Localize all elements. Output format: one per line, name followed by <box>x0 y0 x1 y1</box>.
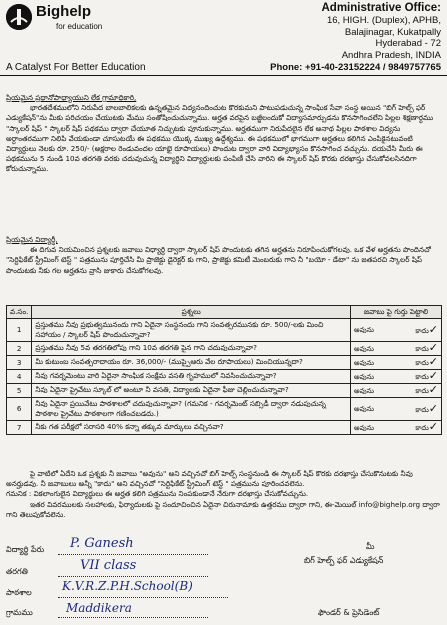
row-answer <box>351 356 442 370</box>
table-header-row <box>7 306 442 319</box>
row-question: నీవు గవర్నమెంటు వారి ఏదైనా సాంఘిక సంక్షేమ వసతి గృహములో నివసించుచున్నావా? <box>32 370 351 384</box>
check-mark-icon: ✓ <box>428 322 438 336</box>
notes-section <box>6 469 442 520</box>
student-name-label: విద్యార్థి పేరు <box>6 545 45 554</box>
yes-option[interactable]: అవును <box>354 423 374 432</box>
class-line <box>58 576 208 577</box>
yes-option[interactable]: అవును <box>354 326 374 334</box>
table-row <box>7 421 442 435</box>
row-answer <box>351 421 442 435</box>
check-mark-icon: ✓ <box>428 369 438 382</box>
row-question: నీకు గత పరీక్షలో సరాసరి 40% కన్నా తక్కువ మార్కులు వచ్చినవా? <box>32 421 351 435</box>
student-name-line <box>58 554 208 555</box>
row-number: 3 <box>7 356 32 370</box>
row-number: 4 <box>7 370 32 384</box>
student-name-field[interactable]: P. Ganesh <box>70 536 134 551</box>
row-answer <box>351 398 442 421</box>
yes-option[interactable]: అవును <box>354 344 374 353</box>
col-question: ప్రశ్నలు <box>32 306 351 319</box>
yes-option[interactable]: అవును <box>354 372 374 381</box>
no-option[interactable] <box>415 422 438 433</box>
table-row <box>7 319 442 342</box>
row-question: ప్రస్తుతము నీవు ప్రభుత్వమునందు గాని ఏదైనా సంస్థనందు గాని సంవత్సరమునకు రూ. 500/-లకు మించి సహాయం / స్కాలర్ షిప్ పొందుచున్నావా? <box>32 319 351 342</box>
no-label: కాదు <box>415 345 429 353</box>
row-answer <box>351 342 442 356</box>
notes-disabled: గమనిక : వికలాంగులైన విద్యార్థులు ఈ అర్హత కలిగి పత్రమును నింపకుండానే నేరుగా దరఖాస్తు చేసుకోవచ్చును. <box>6 489 309 499</box>
row-question: నీవు ఏదైనా ప్రయివేటు పాఠశాలలో చదువుచున్నావా? (గమనిక - గవర్నమెంట్ సబ్సిడీ ద్వారా నడుపుచున్న పాఠశాల ప్రైవేటు పాఠశాలగా గణించబడదు.) <box>32 398 351 421</box>
signature-org: బిగ్ హెల్ప్ ఫర్ ఎడ్యుకేషన్ <box>304 556 384 565</box>
no-option[interactable] <box>415 343 438 354</box>
no-option[interactable] <box>415 322 438 336</box>
row-answer <box>351 319 442 342</box>
office-phone: Phone: +91-40-23152224 / 9849757765 <box>270 62 441 73</box>
office-line: 16, HIGH. (Duplex), APHB, <box>326 15 441 26</box>
office-line: Hyderabad - 72 <box>375 38 441 49</box>
row-answer <box>351 370 442 384</box>
header-divider <box>0 75 447 76</box>
row-question: నీవు ఏదైనా ప్రైవేటు స్కూల్ లో అంటూ నీ వసతి, విద్యాలకు ఏదైనా ఫీజు చెల్లించుచున్నావా? <box>32 384 351 398</box>
notes-contact-text: ఇతర వివరములకు సలహాలకు, ఫిర్యాదులకు పై సందూచించిన ఏదైనా చిరునామాకు ఉత్తరము ద్వారా గాని, ఈ-మెయిల్ <box>30 499 357 509</box>
row-number: 1 <box>7 319 32 342</box>
no-label: కాదు <box>415 326 429 335</box>
table-row <box>7 398 442 421</box>
yes-option[interactable]: అవును <box>354 405 374 413</box>
signature-salutation: మీ <box>366 542 375 551</box>
no-label: కాదు <box>415 387 429 395</box>
class-label: తరగతి <box>6 567 28 576</box>
intro-salutation: ప్రియమైన ప్రధానోపాధ్యాయుని లేక గ్రామాధికారి, <box>6 93 137 102</box>
office-address <box>270 2 441 74</box>
founder-title: ఫౌండర్ & ప్రెసిడెంట్ <box>318 608 380 617</box>
school-line <box>58 597 228 598</box>
intro-body: భారతదేశములోని నిరుపేద బాలబాలికలకు ఉన్నతమైన విద్యనందించుట కొరకుమని పాటుపడుచున్న సాంఘిక సేవా సంస్థ అయిన "బిగ్ హెల్ప్ ఫర్ ఎడ్యుకేషన్"ను మీకు పరిచయం చేయుటకు మేము సంతోషించుచున్నాము. అర్హత వరపైన బజ్జీలందుకో విద్యాసమార్పుడను కొనసాగించలేని పిల్లల శిక్షణార్థము "స్కాలర్ షిప్ " స్కాలర్ షిప్ పథకము ద్వారా చేయూత నిచ్చుటకు పూనుకున్నాము. అర్హతముగా నిరుపేదలైన లేక అనాథ పిల్లల పాఠశాల విద్యను అర్ధాంతరముగా నిలిపి వేయకుండా చూసుటయే ఈ పథకము యొక్క ముఖ్య ఉద్దేశ్యము. ఈ పథకములో భాగముగా అర్హతలు కలిగిన ఎంపికైనటువంటి విద్యార్థులు నెలకు రూ. 250/- (అక్షరాల రెండువందల యాభై రూపాయలు) పొందుట ద్వారా వారి విద్యాభ్యాసం కొనసాగించ వచ్చును. దయచేసి మీరు ఈ పథకమును 5 నుండి 10వ తరగతి వరకు చదువుచున్న విద్యార్థిని విద్యార్థులకు పంపిణీ చేసి వారిని ఈ స్కాలర్ షిప్ కొరకు దరఖాస్తు చేసుకోవలసినదిగా కోరుచున్నాము. <box>6 103 434 174</box>
no-label: కాదు <box>415 405 429 414</box>
brand-subtitle: for education <box>56 22 103 31</box>
contact-email-link[interactable]: info@bighelp.org <box>358 499 421 509</box>
no-option[interactable] <box>415 401 438 415</box>
table-row <box>7 384 442 398</box>
no-option[interactable] <box>415 371 438 382</box>
yes-option[interactable]: అవును <box>354 358 374 367</box>
row-number: 7 <box>7 421 32 435</box>
notes-contact <box>6 500 442 520</box>
village-label: గ్రామము <box>6 608 33 617</box>
notes-contact-tail: ద్వారా గాని తెలుపుకోవలెను. <box>6 499 440 519</box>
office-line: Balajinagar, Kukatpally <box>344 26 441 38</box>
student-salutation: ప్రియమైన విద్యార్థీ, <box>6 235 58 244</box>
row-question: మీ కుటుంబ సంవత్సరాదాయం రూ. 36,000/- (ముప్పైఆరు వేల రూపాయలు) మించియున్నదా? <box>32 356 351 370</box>
no-label: కాదు <box>415 373 429 381</box>
yes-option[interactable]: అవును <box>354 386 374 395</box>
check-mark-icon: ✓ <box>428 383 438 396</box>
check-mark-icon: ✓ <box>428 341 438 354</box>
student-body: ఈ దిగువ నియమించిన ప్రశ్నలకు జవాబు విధ్యార్థి ద్వారా స్కాలర్ షిప్ పొందుటకు తగిన అర్హతను నిరూపించుకోగలవు. ఒక వేళ అర్హతను పొందినచో "సెర్టిఫికేట్ స్ట్రీమింగ్ టెస్ట్ " పత్రమును పూర్తిచేసి మీ ప్రాజెక్టు డైరెక్టర్ కు గాని, ప్రాజెక్టు కమిటీ మెంబరుకు గాని నీ "బయో - డేటా" ను జతపరచి స్కాలర్ షిప్ పొందుటకు నీకు గల అర్హతను వ్రాసి జుకారు చేసుకోగలవు. <box>6 245 431 275</box>
class-field[interactable]: VII class <box>80 558 137 573</box>
village-field[interactable]: Maddikera <box>66 601 132 615</box>
check-mark-icon: ✓ <box>428 355 438 368</box>
school-label: పాఠశాల <box>6 588 32 597</box>
brand-name: Bighelp <box>36 3 91 20</box>
check-mark-icon: ✓ <box>428 420 438 433</box>
village-line <box>58 617 208 618</box>
eligibility-table <box>6 305 442 435</box>
office-line: Andhra Pradesh, INDIA <box>341 49 441 61</box>
office-title: Administrative Office: <box>321 2 441 14</box>
bighelp-logo-icon <box>6 4 32 30</box>
row-number: 2 <box>7 342 32 356</box>
no-option[interactable] <box>415 357 438 368</box>
no-label: కాదు <box>415 424 429 432</box>
row-number: 5 <box>7 384 32 398</box>
intro-section <box>6 93 442 175</box>
notes-eligibility: పై వాటిలో ఏదేని ఒక ప్రశ్నకు నీ జవాబు "అవును" అని వచ్చినచో బిగ్ హెల్ప్ సంస్థనుండి ఈ స్కాలర్ షిప్ కొరకు దరఖాస్తు చేసుకొనుటకు నీవు అనర్హుడవు. నీ జవాబులు అన్నీ "కాదు" అని వచ్చినచో "సెర్టిఫికేట్ స్ట్రీమింగ్ టెస్ట్ " పత్రమును పూరించవలెను. <box>6 469 413 489</box>
table-row <box>7 356 442 370</box>
no-label: కాదు <box>415 359 429 367</box>
school-field[interactable]: K.V.R.Z.P.H.School(B) <box>62 579 193 593</box>
table-row <box>7 342 442 356</box>
table-row <box>7 370 442 384</box>
student-section <box>6 235 442 276</box>
no-option[interactable] <box>415 385 438 396</box>
check-mark-icon: ✓ <box>428 401 438 415</box>
row-answer <box>351 384 442 398</box>
tagline: A Catalyst For Better Education <box>6 62 146 73</box>
col-serial: వ.సం. <box>7 306 32 319</box>
col-answer: జవాబు పై గుర్తు పెట్టాలి <box>351 306 442 319</box>
row-number: 6 <box>7 398 32 421</box>
row-question: ప్రస్తుతము నీవు 5వ తరగతిలోపు గాని 10వ తరగతి పైన గాని చదువుచున్నావా? <box>32 342 351 356</box>
